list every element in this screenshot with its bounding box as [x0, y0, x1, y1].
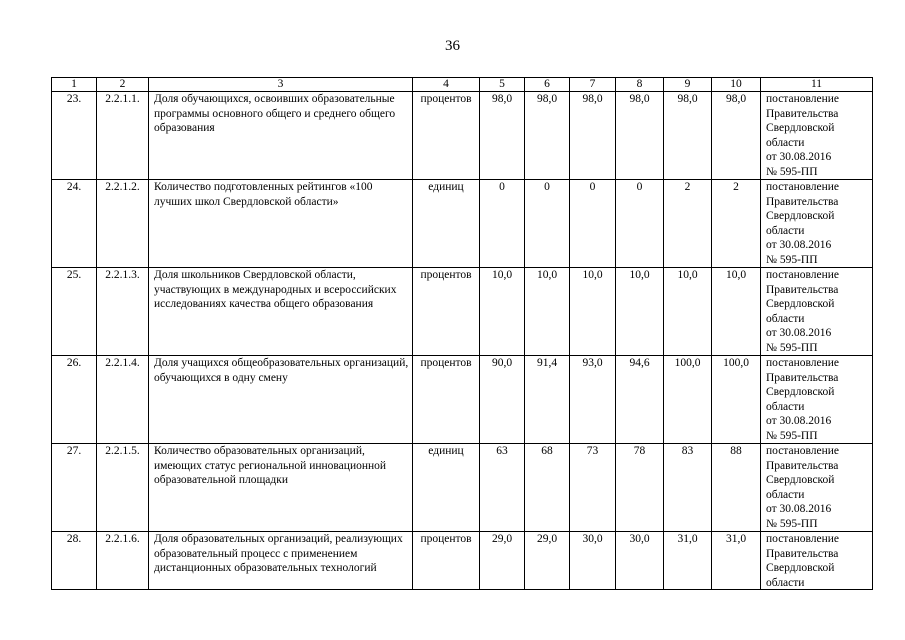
- unit-cell-text: процентов: [420, 533, 472, 545]
- value-cell: [616, 180, 664, 268]
- table-header-row: [52, 78, 873, 92]
- value-cell-text: 29,0: [491, 533, 513, 545]
- value-cell: [616, 356, 664, 444]
- unit-cell: [413, 444, 480, 532]
- source-cell-text: постановление Правительства Свердловской области: [766, 533, 840, 589]
- header-cell: 9: [664, 78, 712, 92]
- value-cell-text: 30,0: [629, 533, 650, 545]
- value-cell: [570, 356, 616, 444]
- value-cell-text: 98,0: [725, 93, 747, 105]
- source-cell-text: постановление Правительства Свердловской области от 30.08.2016 № 595-ПП: [766, 357, 840, 442]
- row-number: [52, 180, 97, 268]
- source-cell: [761, 356, 873, 444]
- value-cell-text: 0: [544, 181, 550, 193]
- value-cell-text: 10,0: [629, 269, 650, 281]
- header-cell: 7: [570, 78, 616, 92]
- row-number: [52, 268, 97, 356]
- indicator-name-text: Доля учащихся общеобразовательных организаций, обучающихся в одну смену: [154, 357, 409, 384]
- value-cell-text: 10,0: [677, 269, 698, 281]
- unit-cell-text: процентов: [420, 357, 472, 369]
- row-number-text: 27.: [66, 445, 82, 457]
- indicator-name: [149, 444, 413, 532]
- header-cell: 11: [761, 78, 873, 92]
- value-cell-text: 98,0: [677, 93, 698, 105]
- value-cell: [712, 92, 761, 180]
- value-cell: [712, 268, 761, 356]
- value-cell-text: 31,0: [677, 533, 698, 545]
- row-number-text: 24.: [66, 181, 82, 193]
- value-cell: [616, 92, 664, 180]
- value-cell-text: 10,0: [725, 269, 747, 281]
- value-cell: [616, 444, 664, 532]
- value-cell-text: 0: [499, 181, 505, 193]
- value-cell-text: 29,0: [536, 533, 558, 545]
- value-cell-text: 30,0: [582, 533, 603, 545]
- indicator-name-text: Доля школьников Свердловской области, участвующих в международных и всероссийских исследованиях качества общего образования: [154, 269, 397, 311]
- value-cell: [525, 180, 570, 268]
- value-cell: [570, 180, 616, 268]
- table-row: [52, 180, 873, 268]
- value-cell: [525, 92, 570, 180]
- unit-cell: [413, 356, 480, 444]
- indicator-name: [149, 268, 413, 356]
- value-cell: [664, 268, 712, 356]
- value-cell-text: 63: [496, 445, 508, 457]
- value-cell: [664, 92, 712, 180]
- row-number: [52, 532, 97, 590]
- value-cell-text: 10,0: [536, 269, 558, 281]
- row-number-text: 25.: [66, 269, 82, 281]
- value-cell-text: 93,0: [582, 357, 603, 369]
- source-cell: [761, 268, 873, 356]
- indicator-code-text: 2.2.1.2.: [105, 181, 140, 193]
- source-cell: [761, 532, 873, 590]
- indicator-code-text: 2.2.1.6.: [105, 533, 140, 545]
- value-cell-text: 88: [730, 445, 742, 457]
- value-cell-text: 94,6: [629, 357, 650, 369]
- value-cell-text: 91,4: [536, 357, 558, 369]
- indicator-code-text: 2.2.1.4.: [105, 357, 140, 369]
- unit-cell: [413, 532, 480, 590]
- value-cell: [664, 180, 712, 268]
- indicator-code-text: 2.2.1.3.: [105, 269, 140, 281]
- row-number: [52, 356, 97, 444]
- unit-cell-text: единиц: [428, 181, 464, 193]
- table-row: [52, 356, 873, 444]
- value-cell-text: 73: [586, 445, 599, 457]
- source-cell-text: постановление Правительства Свердловской области от 30.08.2016 № 595-ПП: [766, 269, 840, 354]
- value-cell-text: 10,0: [491, 269, 513, 281]
- value-cell: [664, 356, 712, 444]
- source-cell: [761, 444, 873, 532]
- value-cell: [480, 532, 525, 590]
- value-cell-text: 2: [684, 181, 691, 193]
- row-number: [52, 444, 97, 532]
- source-cell-text: постановление Правительства Свердловской области от 30.08.2016 № 595-ПП: [766, 93, 840, 178]
- value-cell-text: 10,0: [582, 269, 603, 281]
- unit-cell-text: единиц: [428, 445, 464, 457]
- value-cell: [480, 444, 525, 532]
- indicator-code-text: 2.2.1.5.: [105, 445, 140, 457]
- unit-cell-text: процентов: [420, 93, 472, 105]
- indicator-name: [149, 356, 413, 444]
- indicator-code: [97, 268, 149, 356]
- indicator-name-text: Количество подготовленных рейтингов «100 лучших школ Свердловской области»: [154, 181, 373, 208]
- value-cell: [525, 356, 570, 444]
- value-cell: [712, 356, 761, 444]
- value-cell: [480, 356, 525, 444]
- row-number: [52, 92, 97, 180]
- source-cell: [761, 180, 873, 268]
- value-cell: [570, 444, 616, 532]
- value-cell: [712, 532, 761, 590]
- value-cell: [570, 268, 616, 356]
- value-cell-text: 90,0: [491, 357, 513, 369]
- value-cell-text: 0: [589, 181, 596, 193]
- page-number: 36: [445, 38, 460, 54]
- row-number-text: 28.: [66, 533, 82, 545]
- unit-cell: [413, 268, 480, 356]
- value-cell: [712, 180, 761, 268]
- indicator-code: [97, 532, 149, 590]
- indicator-name-text: Доля обучающихся, освоивших образовательные программы основного общего и среднего общего образования: [154, 93, 396, 135]
- indicator-code: [97, 444, 149, 532]
- header-cell: 5: [480, 78, 525, 92]
- table-row: [52, 268, 873, 356]
- indicator-code-text: 2.2.1.1.: [105, 93, 140, 105]
- indicators-table: [51, 77, 873, 590]
- header-cell: 1: [52, 78, 97, 92]
- value-cell: [480, 92, 525, 180]
- header-cell: 3: [149, 78, 413, 92]
- value-cell-text: 98,0: [629, 93, 650, 105]
- value-cell: [616, 268, 664, 356]
- value-cell-text: 68: [541, 445, 553, 457]
- value-cell: [712, 444, 761, 532]
- value-cell-text: 98,0: [536, 93, 558, 105]
- value-cell: [570, 532, 616, 590]
- value-cell: [570, 92, 616, 180]
- value-cell-text: 0: [636, 181, 643, 193]
- value-cell: [480, 268, 525, 356]
- indicator-code: [97, 180, 149, 268]
- header-cell: 2: [97, 78, 149, 92]
- unit-cell-text: процентов: [420, 269, 472, 281]
- value-cell-text: 100,0: [674, 357, 701, 369]
- table-row: [52, 444, 873, 532]
- value-cell-text: 78: [633, 445, 646, 457]
- value-cell: [664, 532, 712, 590]
- indicator-name: [149, 92, 413, 180]
- row-number-text: 23.: [66, 93, 82, 105]
- header-cell: 6: [525, 78, 570, 92]
- unit-cell: [413, 180, 480, 268]
- indicator-name-text: Доля образовательных организаций, реализующих образовательный процесс с применением дистанционных образовательных технологий: [154, 533, 403, 575]
- table-row: [52, 92, 873, 180]
- unit-cell: [413, 92, 480, 180]
- value-cell-text: 31,0: [725, 533, 747, 545]
- source-cell: [761, 92, 873, 180]
- value-cell: [525, 532, 570, 590]
- value-cell: [616, 532, 664, 590]
- header-cell: 4: [413, 78, 480, 92]
- value-cell-text: 98,0: [491, 93, 513, 105]
- table-row: [52, 532, 873, 590]
- value-cell-text: 100,0: [723, 357, 749, 369]
- indicator-code: [97, 92, 149, 180]
- row-number-text: 26.: [66, 357, 82, 369]
- value-cell: [525, 444, 570, 532]
- source-cell-text: постановление Правительства Свердловской области от 30.08.2016 № 595-ПП: [766, 445, 840, 530]
- value-cell-text: 98,0: [582, 93, 603, 105]
- indicator-code: [97, 356, 149, 444]
- indicator-name: [149, 180, 413, 268]
- value-cell-text: 83: [681, 445, 694, 457]
- value-cell: [525, 268, 570, 356]
- value-cell-text: 2: [733, 181, 739, 193]
- value-cell: [480, 180, 525, 268]
- indicator-name-text: Количество образовательных организаций, имеющих статус региональной инновационной образовательной площадки: [154, 445, 387, 487]
- header-cell: 10: [712, 78, 761, 92]
- value-cell: [664, 444, 712, 532]
- source-cell-text: постановление Правительства Свердловской области от 30.08.2016 № 595-ПП: [766, 181, 840, 266]
- header-cell: 8: [616, 78, 664, 92]
- indicator-name: [149, 532, 413, 590]
